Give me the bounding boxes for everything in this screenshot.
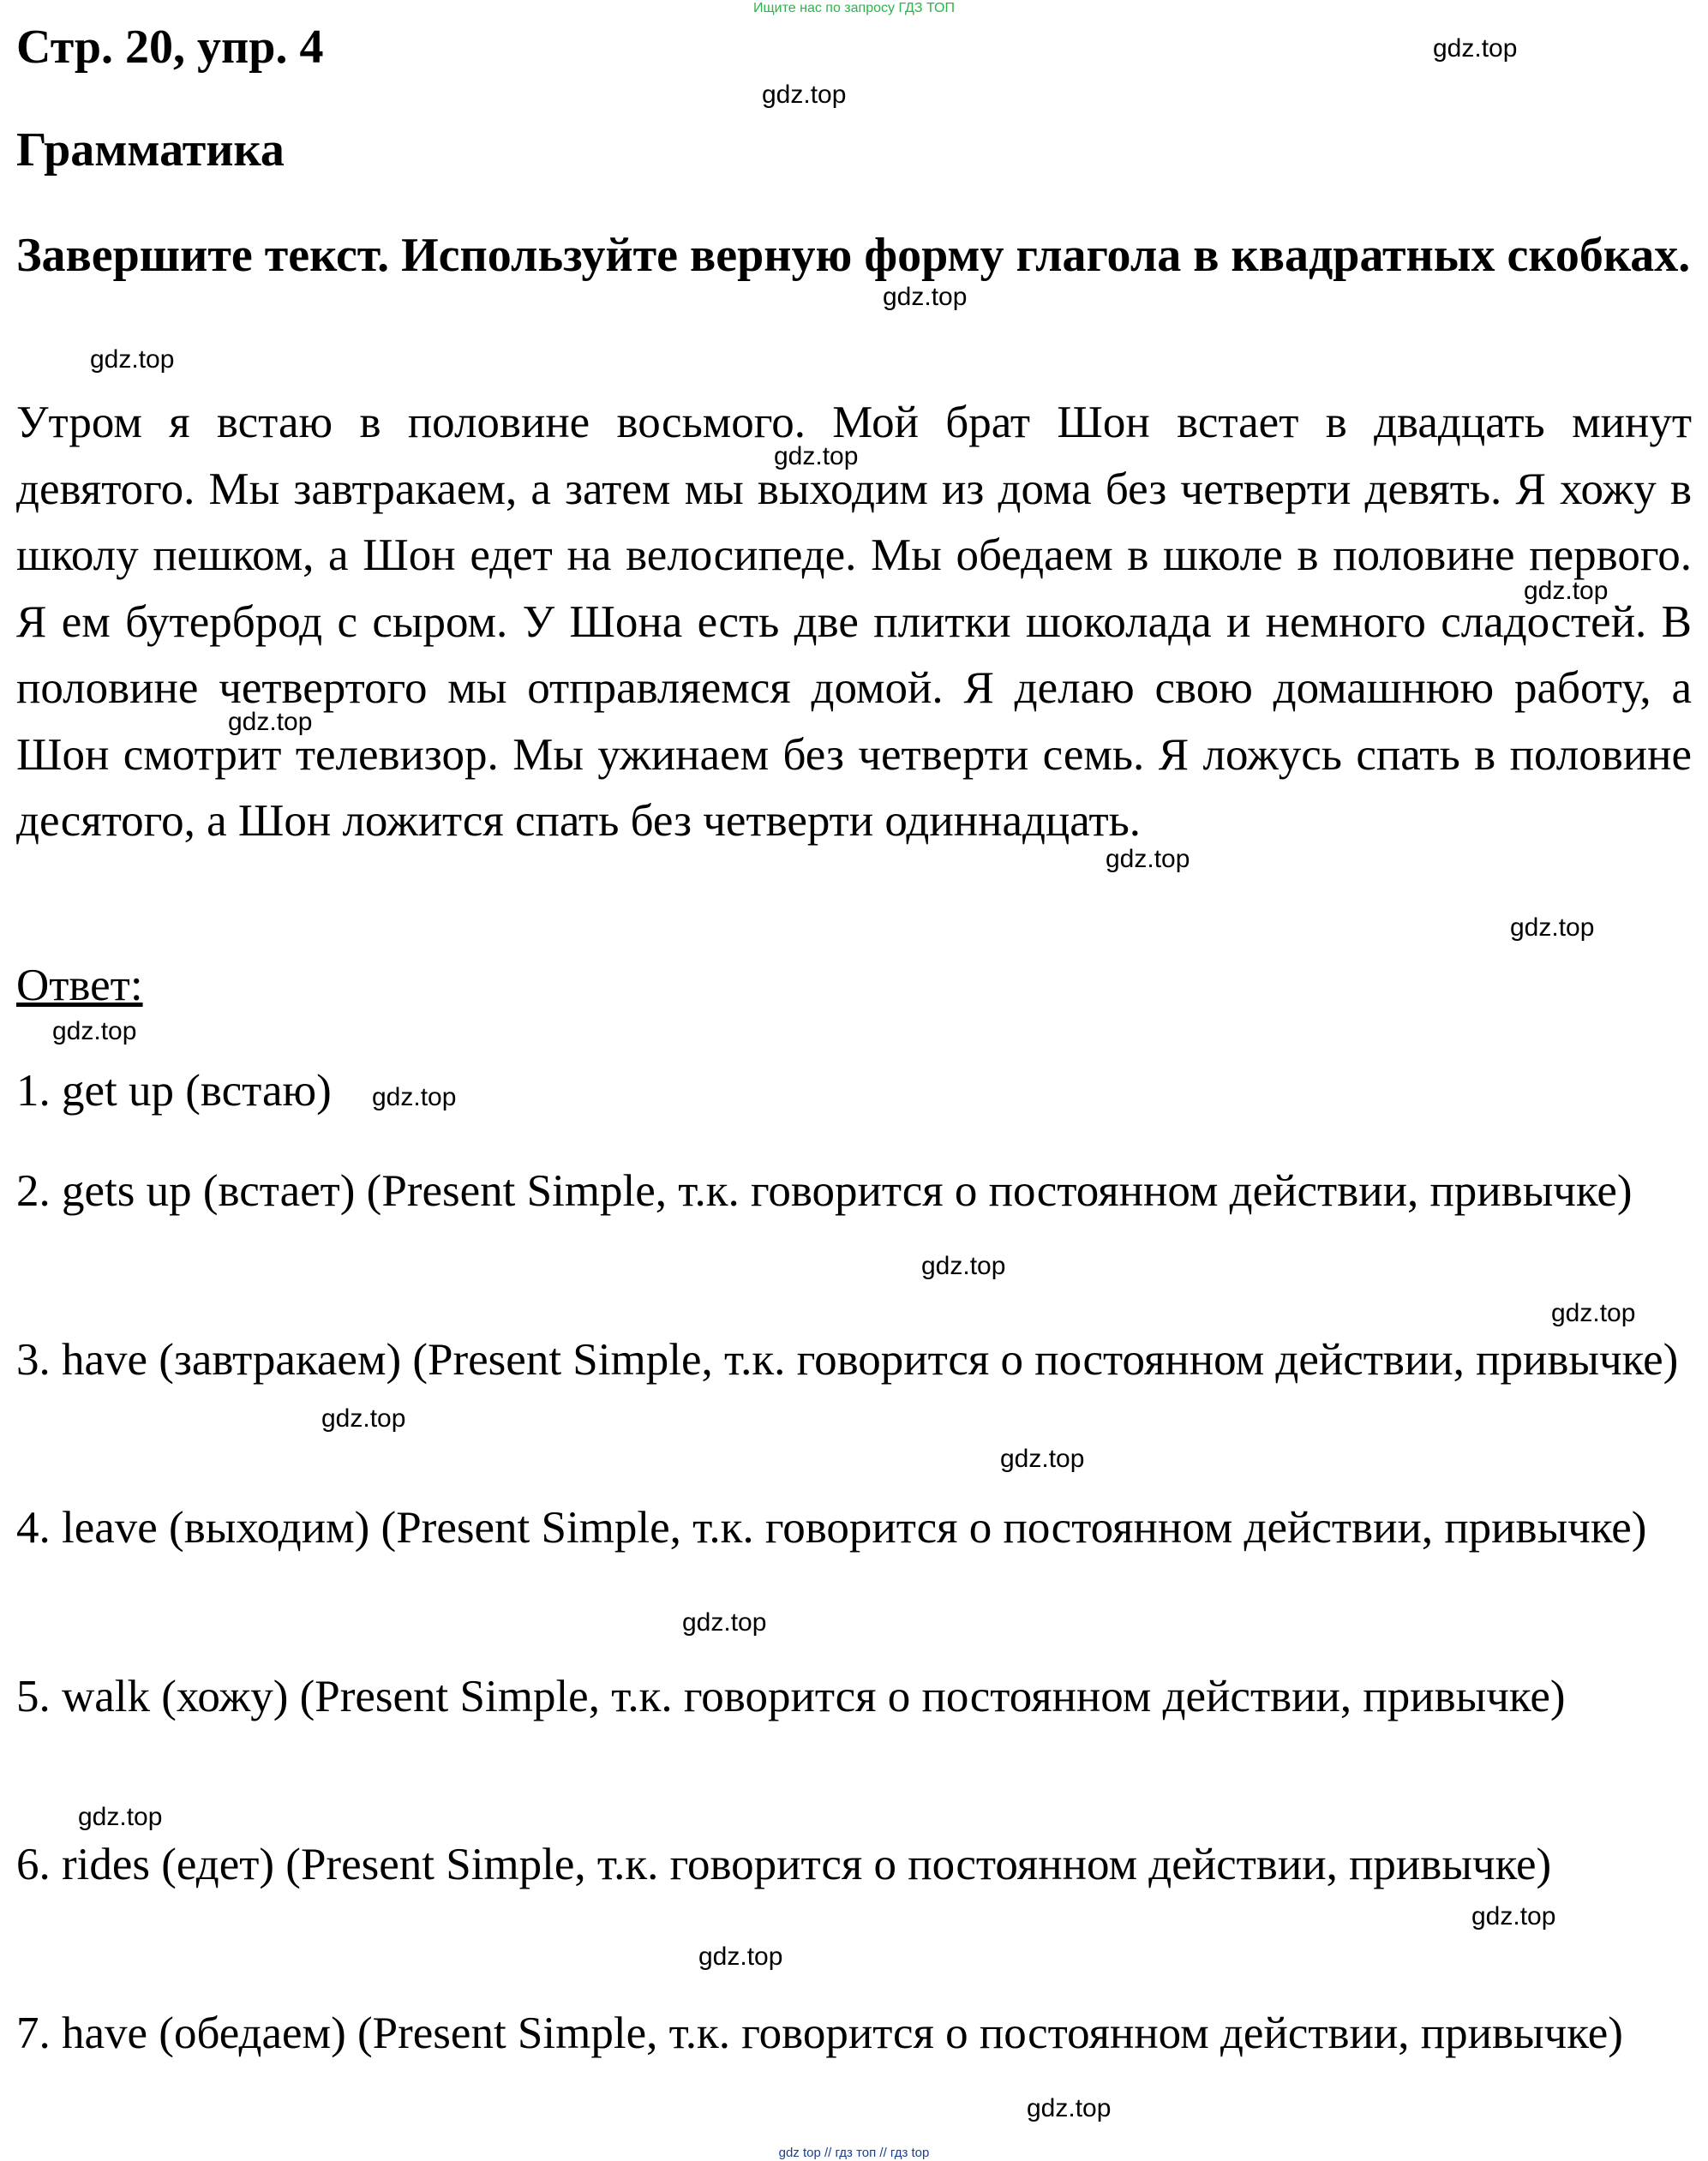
watermark: gdz.top [762, 81, 847, 109]
watermark: gdz.top [78, 1803, 163, 1831]
watermark: gdz.top [774, 442, 859, 470]
document-page [16, 0, 1692, 2161]
watermark: gdz.top [883, 283, 968, 311]
answer-item: 7. have (обедаем) (Present Simple, т.к. говорится о постоянном действии, привычке) [16, 2008, 1623, 2058]
watermark: gdz.top [90, 345, 175, 374]
page-title: Стр. 20, упр. 4 [16, 21, 324, 74]
watermark: gdz.top [1510, 913, 1595, 942]
answer-item: 3. have (завтракаем) (Present Simple, т.к. говорится о постоянном действии, привычке) [16, 1335, 1679, 1385]
answer-item: 6. rides (едет) (Present Simple, т.к. говорится о постоянном действии, привычке) [16, 1840, 1552, 1889]
watermark: gdz.top [52, 1017, 137, 1045]
bottom-banner: gdz top // гдз топ // гдз top [778, 2146, 930, 2160]
answer-label: Ответ: [16, 961, 143, 1010]
answer-item: 4. leave (выходим) (Present Simple, т.к. говорится о постоянном действии, привычке) [16, 1503, 1647, 1553]
exercise-text: Утром я встаю в половине восьмого. Мой брат Шон встает в двадцать минут девятого. Мы завтракаем, а затем мы выходим из дома без четверти девять. Я хожу в школу пешком, а Шон едет на велосипеде. Мы обедаем в школе в половине первого. Я ем бутерброд с сыром. У Шона есть две плитки шоколада и немного сладостей. В половине четвертого мы отправляемся домой. Я делаю свою домашнюю работу, а Шон смотрит телевизор. Мы ужинаем без четверти семь. Я ложусь спать в половине десятого, а Шон ложится спать без четверти одиннадцать. [16, 398, 1692, 846]
watermark: gdz.top [1433, 34, 1518, 63]
watermark: gdz.top [1000, 1445, 1085, 1473]
watermark: gdz.top [921, 1252, 1006, 1280]
section-heading: Грамматика [16, 123, 285, 177]
watermark: gdz.top [321, 1404, 406, 1433]
answer-item: 2. gets up (встает) (Present Simple, т.к. говорится о постоянном действии, привычке) [16, 1166, 1633, 1216]
answer-item: 1. get up (встаю) [16, 1066, 332, 1116]
answer-item: 5. walk (хожу) (Present Simple, т.к. говорится о постоянном действии, привычке) [16, 1672, 1566, 1721]
watermark: gdz.top [1027, 2094, 1112, 2122]
top-banner: Ищите нас по запросу ГДЗ ТОП [753, 1, 955, 15]
watermark: gdz.top [1471, 1902, 1556, 1931]
watermark: gdz.top [698, 1943, 783, 1971]
watermark: gdz.top [682, 1608, 767, 1637]
task-instruction: Завершите текст. Используйте верную форму глагола в квадратных скобках. [16, 229, 1691, 282]
watermark: gdz.top [1524, 577, 1609, 605]
watermark: gdz.top [372, 1083, 457, 1111]
watermark: gdz.top [228, 708, 313, 736]
watermark: gdz.top [1551, 1299, 1636, 1327]
watermark: gdz.top [1106, 845, 1190, 873]
